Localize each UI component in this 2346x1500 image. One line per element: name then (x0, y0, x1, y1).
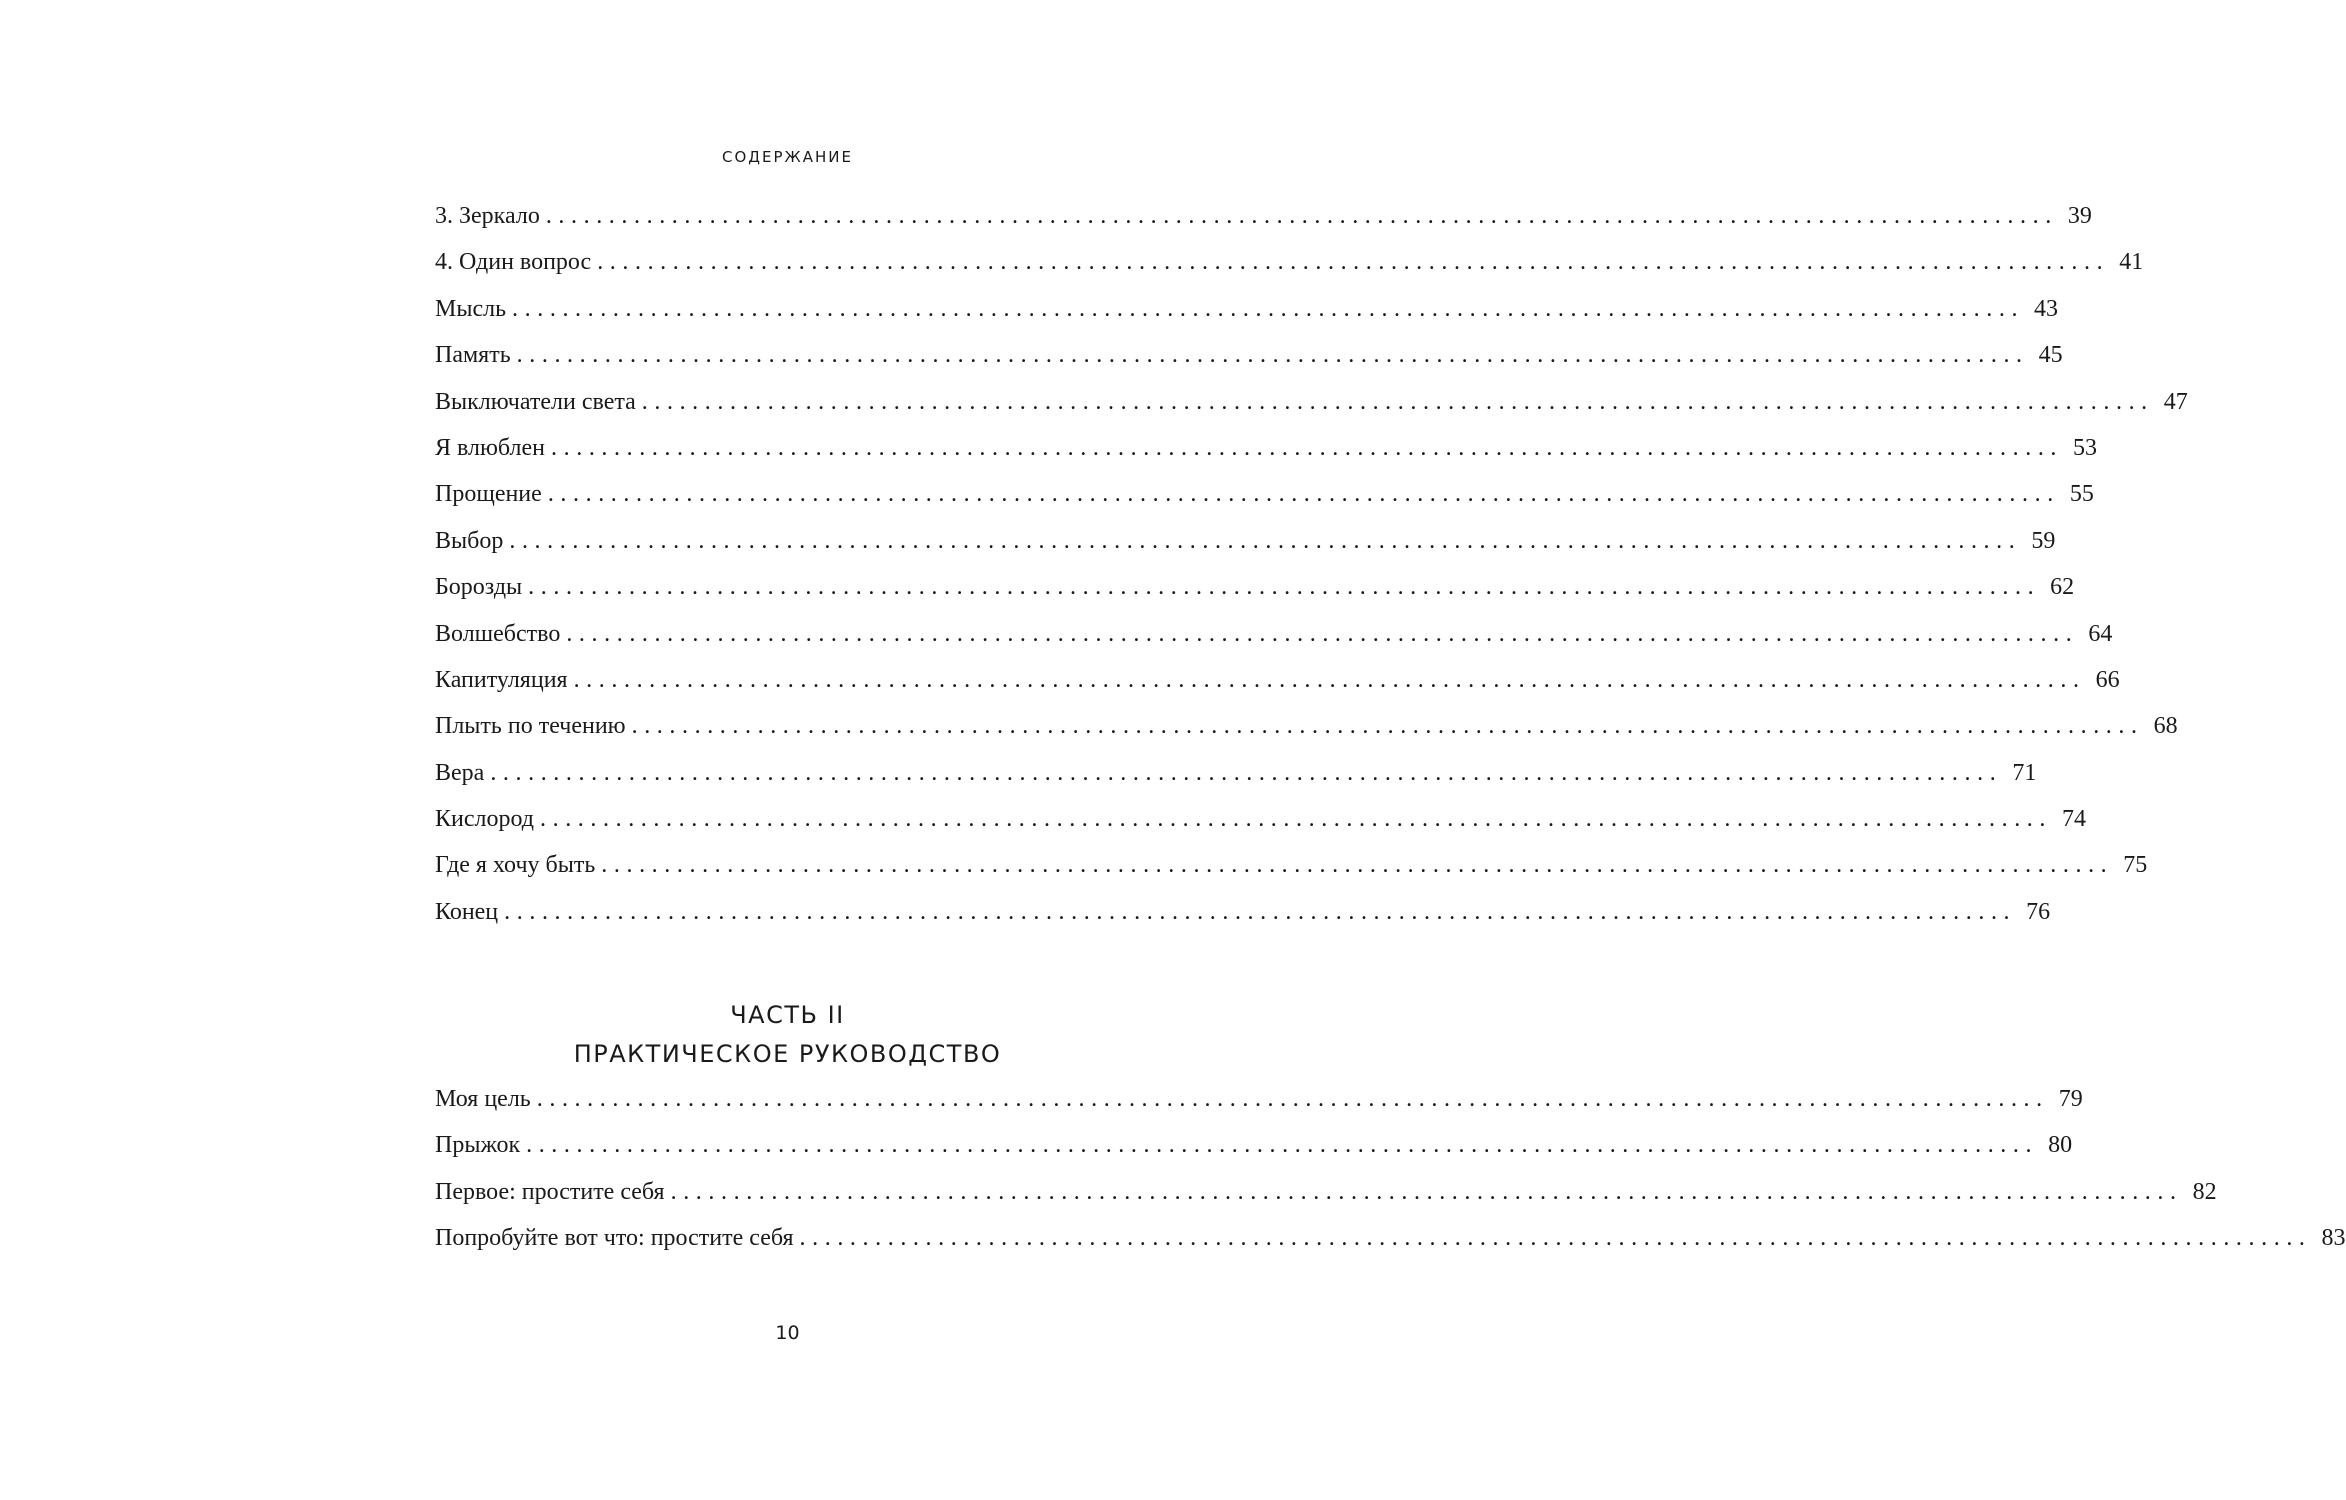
dot-leader: ........................................................................................................................ (528, 574, 2041, 601)
toc-entry (435, 806, 2086, 852)
toc-entry (435, 1086, 2083, 1132)
toc-entry-page: 43 (2034, 295, 2059, 322)
toc-entry-page: 39 (2067, 203, 2092, 229)
toc-entry (435, 249, 2144, 295)
toc-entry-title: Прощение (435, 481, 542, 508)
toc-entry-title: Выбор (435, 527, 504, 554)
toc-entry (435, 527, 2056, 574)
toc-entry-page: 83 (2321, 1225, 2346, 1252)
dot-leader: ........................................................................................................................ (547, 481, 2060, 508)
toc-entry (435, 388, 2188, 435)
toc-entry (435, 295, 2059, 342)
toc-entry-title: Мысль (435, 295, 507, 322)
toc-entry-page: 47 (2163, 388, 2188, 415)
toc-entry-title: Плыть по течению (435, 713, 626, 740)
toc-entry (435, 666, 2120, 713)
toc-entry-page: 66 (2095, 666, 2120, 693)
toc-entry-title: Борозды (435, 574, 523, 601)
running-head: СОДЕРЖАНИЕ (722, 148, 853, 166)
dot-leader: ........................................................................................................................ (631, 713, 2144, 740)
page-number: 10 (775, 1322, 800, 1344)
toc-part-1 (435, 203, 2188, 945)
toc-entry (435, 434, 2098, 481)
toc-entry-title: Конец (435, 898, 499, 925)
toc-entry-page: 55 (2069, 481, 2094, 508)
toc-entry (435, 1132, 2073, 1178)
dot-leader: ........................................................................................................................ (516, 342, 2029, 369)
dot-leader: ........................................................................................................................ (799, 1225, 2312, 1252)
dot-leader: ........................................................................................................................ (641, 388, 2154, 415)
toc-entry (435, 342, 2063, 388)
dot-leader: ........................................................................................................................ (540, 806, 2052, 833)
toc-entry-title: Моя цель (435, 1086, 531, 1112)
toc-entry (435, 759, 2037, 806)
toc-entry-page: 45 (2038, 342, 2063, 369)
dot-leader: ........................................................................................................................ (509, 527, 2022, 554)
toc-entry-page: 79 (2058, 1086, 2083, 1112)
dot-leader: ........................................................................................................................ (512, 295, 2025, 322)
toc-entry-title: Попробуйте вот что: простите себя (435, 1225, 794, 1252)
toc-entry (435, 1225, 2346, 1271)
toc-entry-title: Выключатели света (435, 388, 636, 415)
toc-entry (435, 1178, 2217, 1225)
toc-entry-page: 41 (2119, 249, 2144, 276)
toc-entry-title: 4. Один вопрос (435, 249, 592, 276)
dot-leader: ........................................................................................................................ (526, 1132, 2039, 1159)
toc-entry-page: 62 (2050, 574, 2075, 601)
part-number-heading: ЧАСТЬ II (730, 1001, 845, 1029)
dot-leader: ........................................................................................................................ (573, 666, 2086, 693)
toc-entry-title: Первое: простите себя (435, 1178, 665, 1205)
toc-entry-page: 53 (2073, 434, 2098, 461)
dot-leader: ........................................................................................................................ (545, 203, 2058, 229)
dot-leader: ........................................................................................................................ (670, 1178, 2183, 1205)
toc-entry-title: Кислород (435, 806, 534, 833)
dot-leader: ........................................................................................................................ (597, 249, 2110, 276)
toc-entry-page: 68 (2153, 713, 2178, 740)
toc-entry-title: Вера (435, 759, 485, 786)
dot-leader: ........................................................................................................................ (504, 898, 2017, 925)
toc-entry (435, 898, 2051, 945)
dot-leader: ........................................................................................................................ (536, 1086, 2049, 1112)
toc-entry-page: 71 (2012, 759, 2037, 786)
toc-entry-title: Я влюблен (435, 434, 546, 461)
toc-entry (435, 203, 2092, 249)
dot-leader: ........................................................................................................................ (566, 620, 2079, 647)
toc-entry (435, 620, 2113, 667)
toc-entry-page: 74 (2062, 806, 2086, 833)
dot-leader: ........................................................................................................................ (551, 434, 2064, 461)
toc-entry-page: 59 (2031, 527, 2056, 554)
toc-part-2 (435, 1086, 2346, 1272)
toc-entry-title: Память (435, 342, 511, 369)
toc-entry-page: 76 (2026, 898, 2051, 925)
toc-entry-page: 80 (2048, 1132, 2073, 1159)
toc-entry (435, 713, 2178, 759)
toc-entry-title: Где я хочу быть (435, 852, 596, 879)
toc-entry-page: 82 (2192, 1178, 2217, 1205)
toc-entry-title: Волшебство (435, 620, 561, 647)
dot-leader: ........................................................................................................................ (601, 852, 2114, 879)
toc-entry-page: 75 (2123, 852, 2148, 879)
toc-entry-page: 64 (2088, 620, 2113, 647)
toc-entry-title: Прыжок (435, 1132, 521, 1159)
part-name-heading: ПРАКТИЧЕСКОЕ РУКОВОДСТВО (573, 1040, 1002, 1068)
toc-entry (435, 574, 2075, 620)
toc-entry (435, 852, 2148, 898)
toc-entry-title: Капитуляция (435, 666, 568, 693)
toc-entry-title: 3. Зеркало (435, 203, 540, 229)
dot-leader: ........................................................................................................................ (490, 759, 2003, 786)
toc-entry (435, 481, 2094, 527)
